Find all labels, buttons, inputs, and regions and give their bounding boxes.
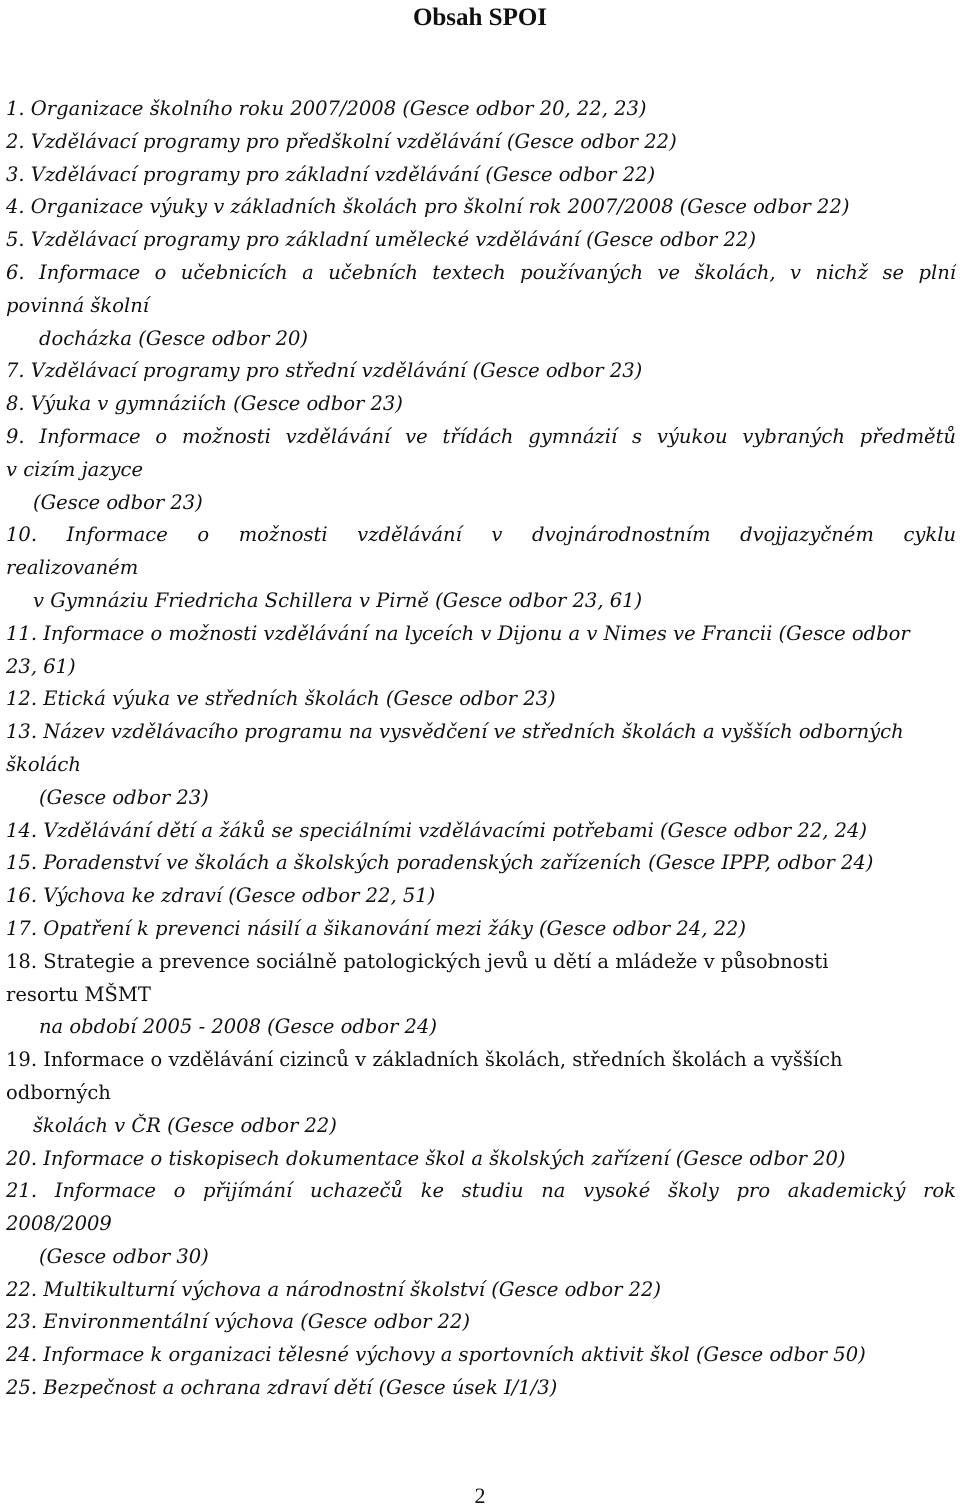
toc-item-7[interactable]: 7. Vzdělávací programy pro střední vzdělávání (Gesce odbor 23) <box>6 359 643 383</box>
toc-item-18-wrap: resortu MŠMT <box>6 982 151 1006</box>
toc-item-19[interactable]: 19. Informace o vzdělávání cizinců v základních školách, středních školách a vyšších <box>6 1048 843 1072</box>
page-number: 2 <box>474 1483 486 1508</box>
toc-item-14[interactable]: 14. Vzdělávání dětí a žáků se speciálními vzdělávacími potřebami (Gesce odbor 22, 24) <box>6 818 868 842</box>
toc-item-16[interactable]: 16. Výchova ke zdraví (Gesce odbor 22, 51) <box>6 884 436 908</box>
toc-item-18-continuation: na období 2005 - 2008 (Gesce odbor 24) <box>39 1015 437 1039</box>
toc-item-10[interactable]: 10. Informace o možnosti vzdělávání v dvojnárodnostním dvojjazyčném cyklu <box>6 523 956 547</box>
toc-item-17[interactable]: 17. Opatření k prevenci násilí a šikanování mezi žáky (Gesce odbor 24, 22) <box>6 916 747 940</box>
toc-item-2[interactable]: 2. Vzdělávací programy pro předškolní vzdělávání (Gesce odbor 22) <box>6 129 677 153</box>
toc-item-11[interactable]: 11. Informace o možnosti vzdělávání na lyceích v Dijonu a v Nimes ve Francii (Gesce odbor <box>6 621 910 645</box>
table-of-contents <box>6 93 956 1405</box>
toc-item-1[interactable]: 1. Organizace školního roku 2007/2008 (Gesce odbor 20, 22, 23) <box>6 97 647 120</box>
toc-item-21-wrap: 2008/2009 <box>6 1212 112 1236</box>
toc-item-24[interactable]: 24. Informace k organizaci tělesné výchovy a sportovních aktivit škol (Gesce odbor 50) <box>6 1343 866 1367</box>
toc-item-5[interactable]: 5. Vzdělávací programy pro základní umělecké vzdělávání (Gesce odbor 22) <box>6 228 756 252</box>
toc-item-9[interactable]: 9. Informace o možnosti vzdělávání ve třídách gymnázií s výukou vybraných předmětů <box>6 424 956 448</box>
toc-item-6[interactable]: 6. Informace o učebnicích a učebních textech používaných ve školách, v nichž se plní <box>6 260 956 284</box>
toc-item-6-continuation: docházka (Gesce odbor 20) <box>39 326 309 350</box>
toc-item-15[interactable]: 15. Poradenství ve školách a školských poradenských zařízeních (Gesce IPPP, odbor 24) <box>6 851 874 875</box>
toc-item-10-continuation: v Gymnáziu Friedricha Schillera v Pirně (Gesce odbor 23, 61) <box>33 588 643 612</box>
toc-item-12[interactable]: 12. Etická výuka ve středních školách (Gesce odbor 23) <box>6 687 556 711</box>
toc-item-21-continuation: (Gesce odbor 30) <box>39 1244 209 1268</box>
toc-item-18[interactable]: 18. Strategie a prevence sociálně patologických jevů u dětí a mládeže v působnosti <box>6 949 829 973</box>
document-title: Obsah SPOI <box>412 4 548 31</box>
toc-item-19-continuation: školách v ČR (Gesce odbor 22) <box>33 1113 337 1137</box>
toc-item-13-wrap: školách <box>6 752 81 776</box>
toc-item-10-wrap: realizovaném <box>6 556 139 580</box>
toc-item-11-wrap: 23, 61) <box>6 654 76 678</box>
toc-item-13[interactable]: 13. Název vzdělávacího programu na vysvědčení ve středních školách a vyšších odborných <box>6 720 904 744</box>
toc-item-8[interactable]: 8. Výuka v gymnáziích (Gesce odbor 23) <box>6 392 403 416</box>
toc-item-6-wrap: povinná školní <box>6 293 150 317</box>
toc-item-3[interactable]: 3. Vzdělávací programy pro základní vzdělávání (Gesce odbor 22) <box>6 162 656 186</box>
toc-item-25[interactable]: 25. Bezpečnost a ochrana zdraví dětí (Gesce úsek I/1/3) <box>6 1376 558 1400</box>
toc-item-4[interactable]: 4. Organizace výuky v základních školách pro školní rok 2007/2008 (Gesce odbor 22) <box>6 195 850 219</box>
toc-item-23[interactable]: 23. Environmentální výchova (Gesce odbor 22) <box>6 1310 471 1334</box>
toc-item-9-continuation: (Gesce odbor 23) <box>33 490 203 514</box>
toc-item-20[interactable]: 20. Informace o tiskopisech dokumentace škol a školských zařízení (Gesce odbor 20) <box>6 1146 846 1170</box>
toc-item-21[interactable]: 21. Informace o přijímání uchazečů ke studiu na vysoké školy pro akademický rok <box>6 1179 956 1203</box>
toc-item-22[interactable]: 22. Multikulturní výchova a národnostní školství (Gesce odbor 22) <box>6 1277 662 1301</box>
toc-item-19-wrap: odborných <box>6 1080 111 1104</box>
toc-item-13-continuation: (Gesce odbor 23) <box>39 785 209 809</box>
toc-item-9-wrap: v cizím jazyce <box>6 457 143 481</box>
